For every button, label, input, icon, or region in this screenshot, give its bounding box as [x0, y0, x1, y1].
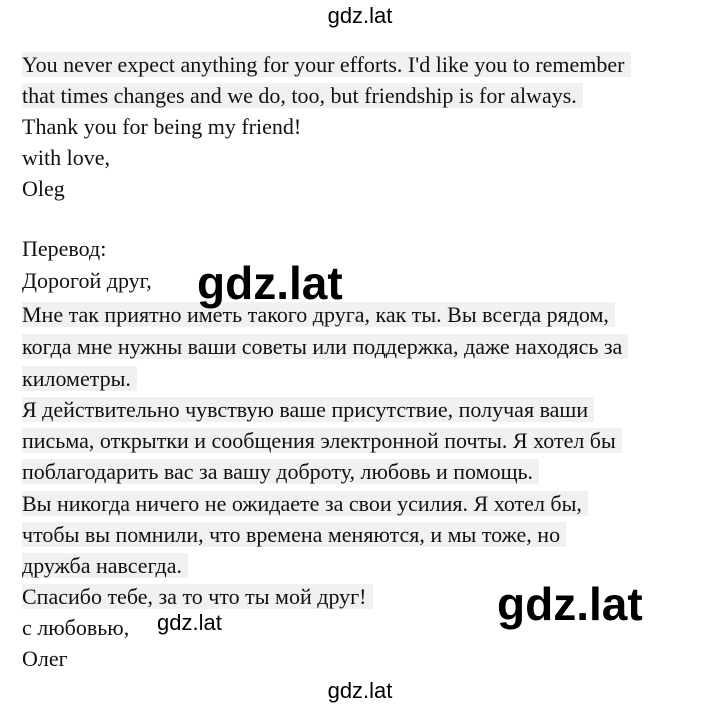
text-line: письма, открытки и сообщения электронной почты. Я хотел бы [22, 428, 622, 453]
text-line: Thank you for being my friend! [22, 114, 302, 139]
text-line: Oleg [22, 176, 65, 201]
watermark-large: gdz.lat [497, 578, 643, 630]
text-line: дружба навсегда. [22, 553, 188, 578]
text-line: Мне так приятно иметь такого друга, как ты. Вы всегда рядом, [22, 302, 615, 327]
translation-heading: Перевод: [22, 236, 107, 261]
watermark-small: gdz.lat [157, 610, 222, 635]
text-line: with love, [22, 145, 110, 170]
text-line: Дорогой друг, [22, 268, 152, 293]
text-line: с любовью, [22, 615, 130, 640]
text-line: Я действительно чувствую ваше присутствие, получая ваши [22, 397, 594, 422]
text-line: Олег [22, 646, 68, 671]
text-line: that times changes and we do, too, but friendship is for always. [22, 83, 583, 108]
text-line: поблагодарить вас за вашу доброту, любовь и помощь. [22, 459, 539, 484]
text-line: Вы никогда ничего не ожидаете за свои усилия. Я хотел бы, [22, 491, 588, 516]
watermark-bottom: gdz.lat [327, 678, 393, 703]
text-line: Спасибо тебе, за то что ты мой друг! [22, 584, 373, 609]
text-line: когда мне нужны ваши советы или поддержка, даже находясь за [22, 334, 628, 359]
text-line: You never expect anything for your efforts. I'd like you to remember [22, 52, 631, 77]
text-line: километры. [22, 366, 137, 391]
watermark-large: gdz.lat [197, 257, 343, 309]
text-line: чтобы вы помнили, что времена меняются, и мы тоже, но [22, 522, 566, 547]
watermark-top: gdz.lat [327, 3, 393, 28]
